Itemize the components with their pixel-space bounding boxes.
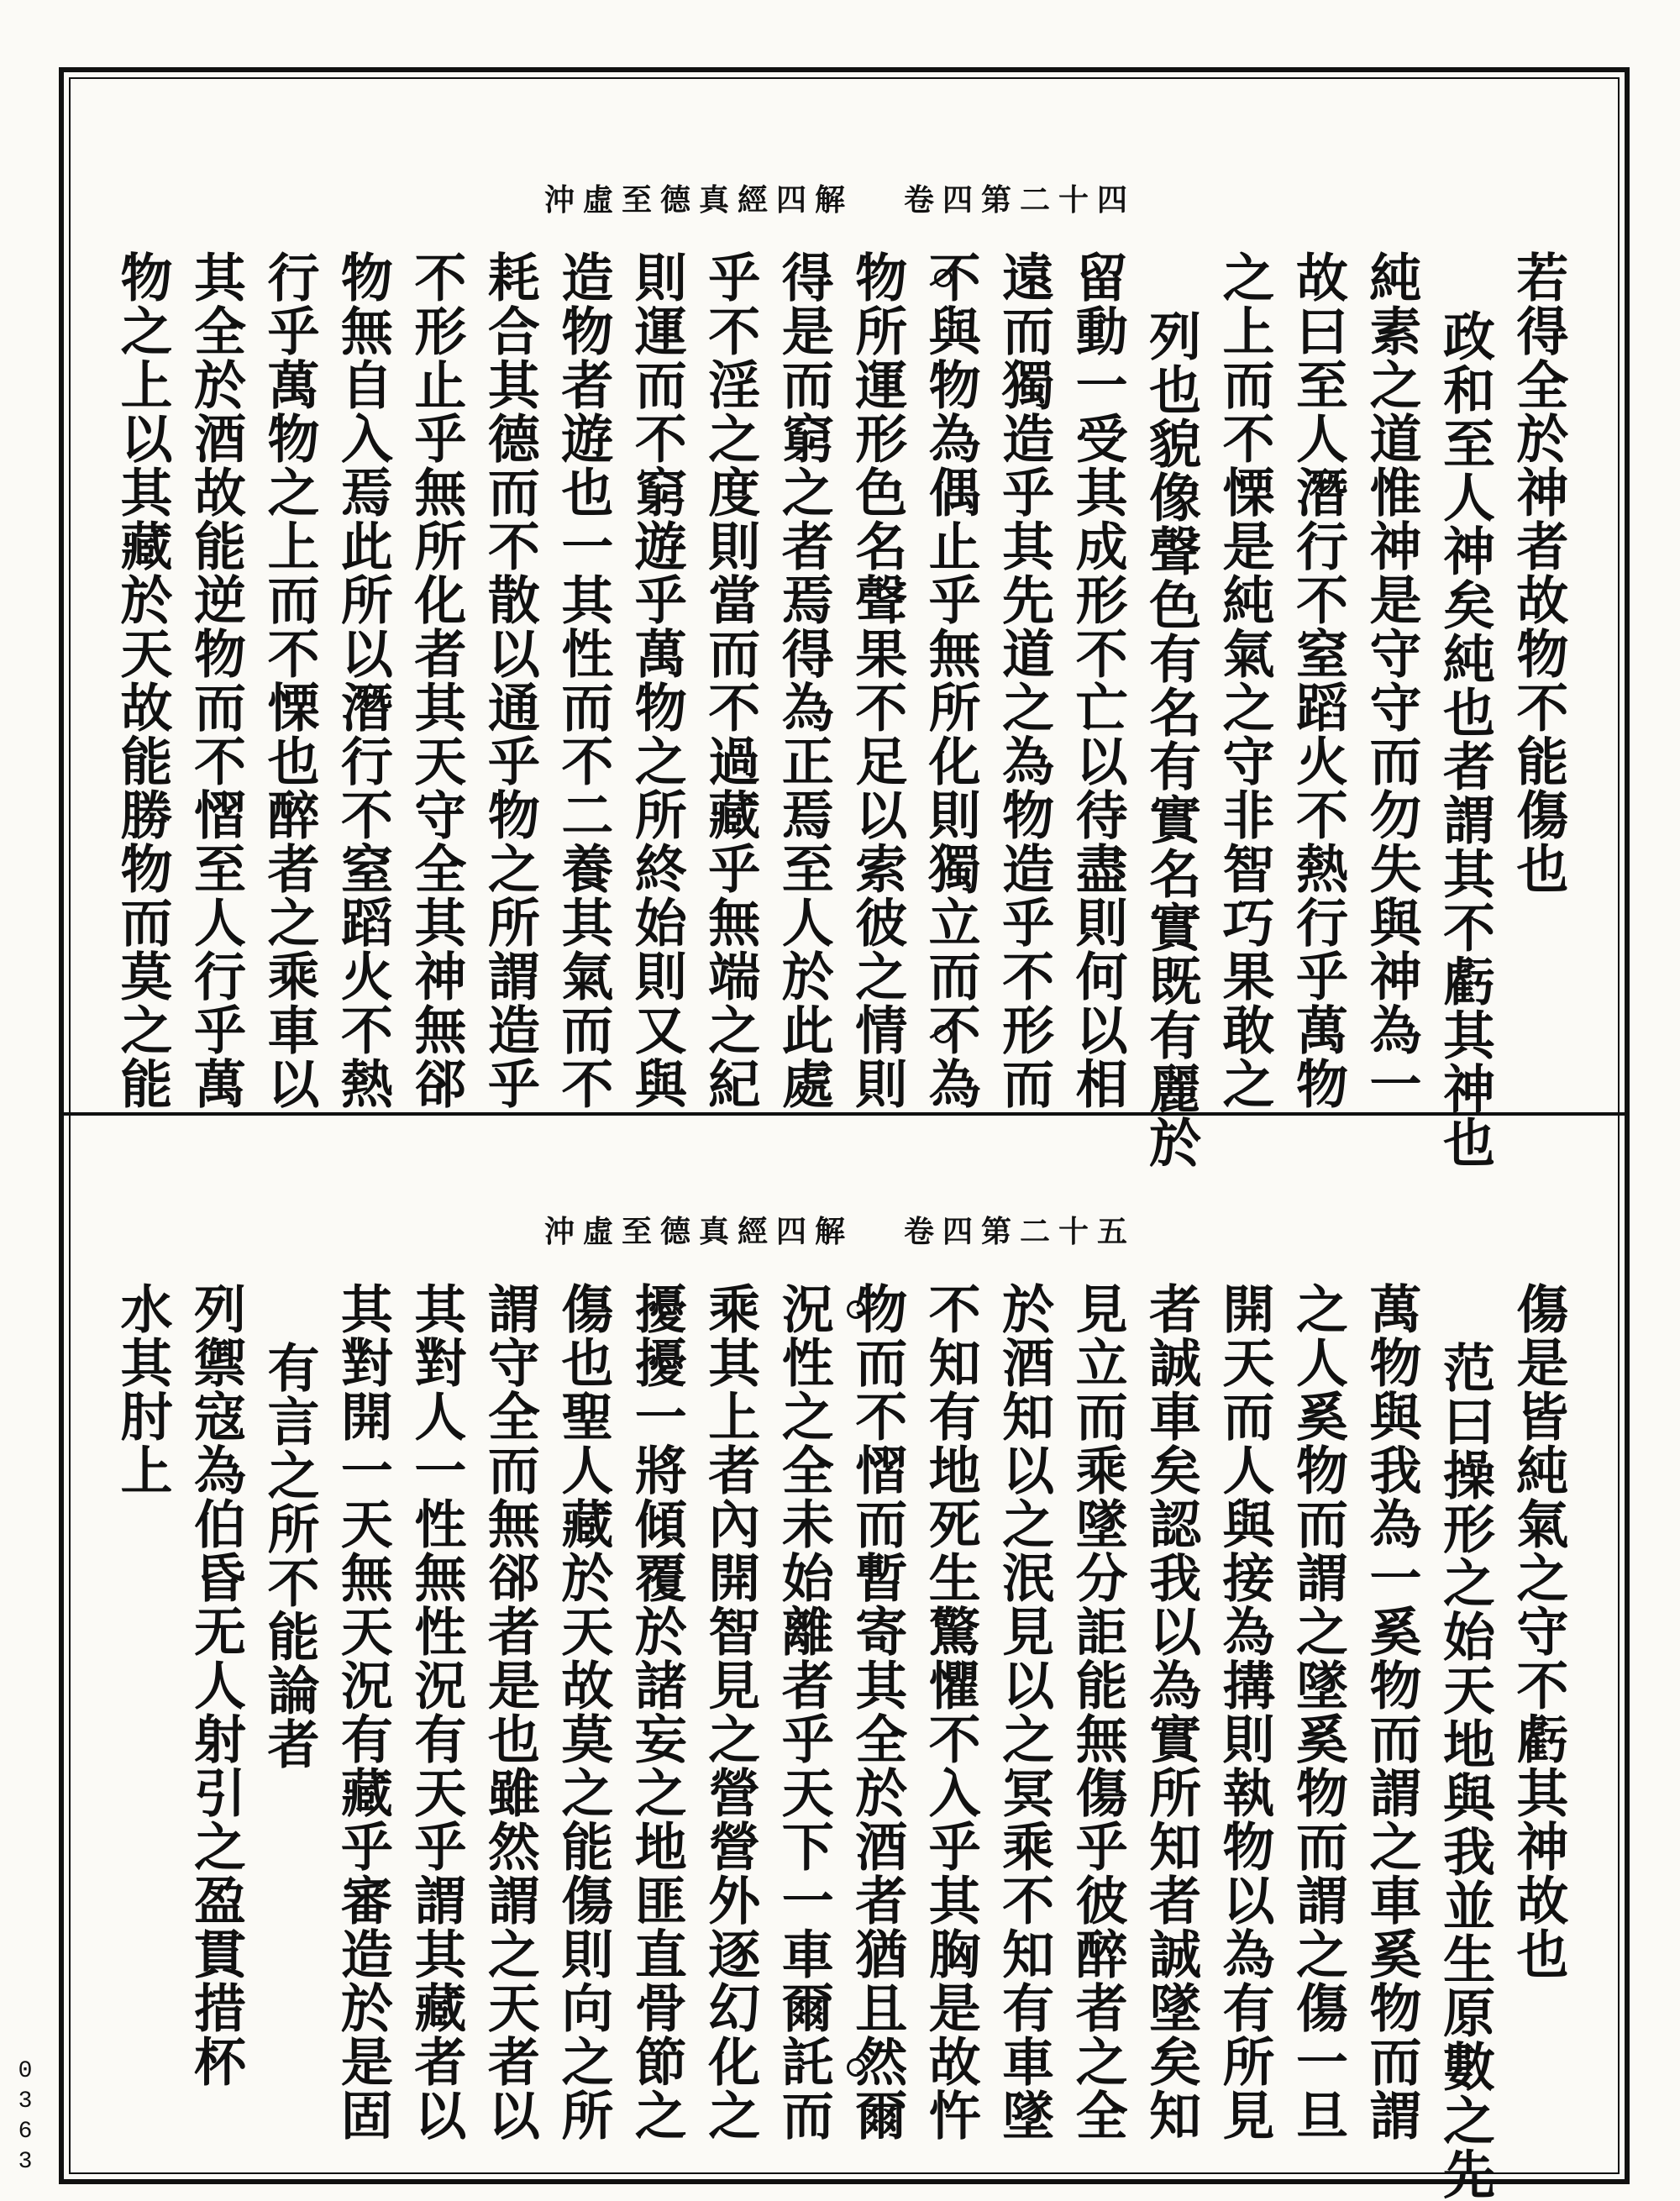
running-head: [84, 1208, 1596, 1251]
text-column: 則運而不窮遊乎萬物之所終始則又與: [626, 250, 688, 1111]
text-column: 開天而人與接為搆則執物以為有所見: [1214, 1282, 1276, 2142]
text-column: 見立而乘墜分詎能無傷乎彼醉者之全: [1067, 1282, 1129, 2142]
text-column: 列也貌像聲色有名有實名實既有麗於: [1140, 309, 1202, 1169]
running-head: [84, 176, 1596, 219]
text-column: 純素之道惟神是守守而勿失與神為一: [1360, 250, 1422, 1111]
page-number-digit: 6: [18, 2119, 33, 2145]
text-column: 之上而不慄是純氣之守非智巧果敢之: [1214, 250, 1276, 1111]
text-column: 其對開一天無天況有藏乎審造於是固: [332, 1282, 394, 2142]
bottom-page: [84, 1208, 1596, 2201]
text-column: 政和至人神矣純也者謂其不虧其神也: [1434, 309, 1496, 1169]
text-column: 謂守全而無郤者是也雖然謂之天者以: [479, 1282, 541, 2142]
top-page: [84, 176, 1596, 1169]
text-column: 不形止乎無所化者其天守全其神無郤: [405, 250, 467, 1111]
text-column: 有言之所不能論者: [258, 1341, 320, 1771]
book-title: 沖虛至德真經四解: [543, 182, 853, 218]
text-column: 遠而獨造乎其先道之為物造乎不形而: [993, 250, 1055, 1111]
text-column: 耗合其德而不散以通乎物之所謂造乎: [479, 250, 541, 1111]
chapter-label: 卷四: [903, 182, 981, 218]
page-label: 第二十五: [981, 1214, 1137, 1249]
text-column: 列禦寇為伯昏无人射引之盈貫措杯: [185, 1282, 247, 2088]
text-column: 擾擾一將傾覆於諸妄之地匪直骨節之: [626, 1282, 688, 2142]
text-column: 故曰至人潛行不窒蹈火不熱行乎萬物: [1287, 250, 1349, 1111]
text-column: 造物者遊也一其性而不二養其氣而不: [552, 250, 614, 1111]
page-divider: [64, 1112, 1625, 1116]
text-column: 傷也聖人藏於天故莫之能傷則向之所: [552, 1282, 614, 2142]
text-column: 者誠車矣認我以為實所知者誠墜矣知: [1140, 1282, 1202, 2142]
page-label: 第二十四: [981, 182, 1137, 218]
text-column: 傷是皆純氣之守不虧其神故也: [1507, 1282, 1569, 1981]
text-column: 物無自入焉此所以潛行不窒蹈火不熱: [332, 250, 394, 1111]
text-column: 乎不淫之度則當而不過藏乎無端之紀: [699, 250, 761, 1111]
text-column: 得是而窮之者焉得為正焉至人於此處: [773, 250, 835, 1111]
page-number-digit: 3: [18, 2149, 33, 2175]
text-column: 其全於酒故能逆物而不慴至人行乎萬: [185, 250, 247, 1111]
page-number-digit: 3: [18, 2088, 33, 2114]
chapter-label: 卷四: [903, 1214, 981, 1249]
text-column: 於酒知以之泯見以之冥乘不知有車墜: [993, 1282, 1055, 2142]
page-number-digit: 0: [18, 2058, 33, 2084]
text-column: 物之上以其藏於天故能勝物而莫之能: [112, 250, 173, 1111]
text-column: 不與物為偶止乎無所化則獨立而不為: [920, 250, 982, 1111]
text-column: 范曰操形之始天地與我並生原數之先: [1434, 1341, 1496, 2201]
text-column: 物所運形色名聲果不足以索彼之情則: [846, 250, 908, 1111]
text-column: 不知有地死生驚懼不入乎其胸是故忤: [920, 1282, 982, 2142]
text-column: 況性之全未始離者乎天下一車爾託而: [773, 1282, 835, 2142]
text-column: 乘其上者內開智見之營營外逐幻化之: [699, 1282, 761, 2142]
text-column: 物而不慴而暫寄其全於酒者猶且然爾: [846, 1282, 908, 2142]
text-column: 行乎萬物之上而不慄也醉者之乘車以: [258, 250, 320, 1111]
text-column: 萬物與我為一奚物而謂之車奚物而謂: [1360, 1282, 1422, 2142]
text-column: 若得全於神者故物不能傷也: [1507, 250, 1569, 896]
text-column: 水其肘上: [112, 1282, 173, 1497]
page-number: [13, 2057, 37, 2177]
text-columns: [84, 1282, 1596, 2201]
text-columns: [84, 250, 1596, 1169]
text-column: 其對人一性無性況有天乎謂其藏者以: [405, 1282, 467, 2142]
text-column: 之人奚物而謂之墜奚物而謂之傷一旦: [1287, 1282, 1349, 2142]
book-title: 沖虛至德真經四解: [543, 1214, 853, 1249]
text-column: 留動一受其成形不亡以待盡則何以相: [1067, 250, 1129, 1111]
